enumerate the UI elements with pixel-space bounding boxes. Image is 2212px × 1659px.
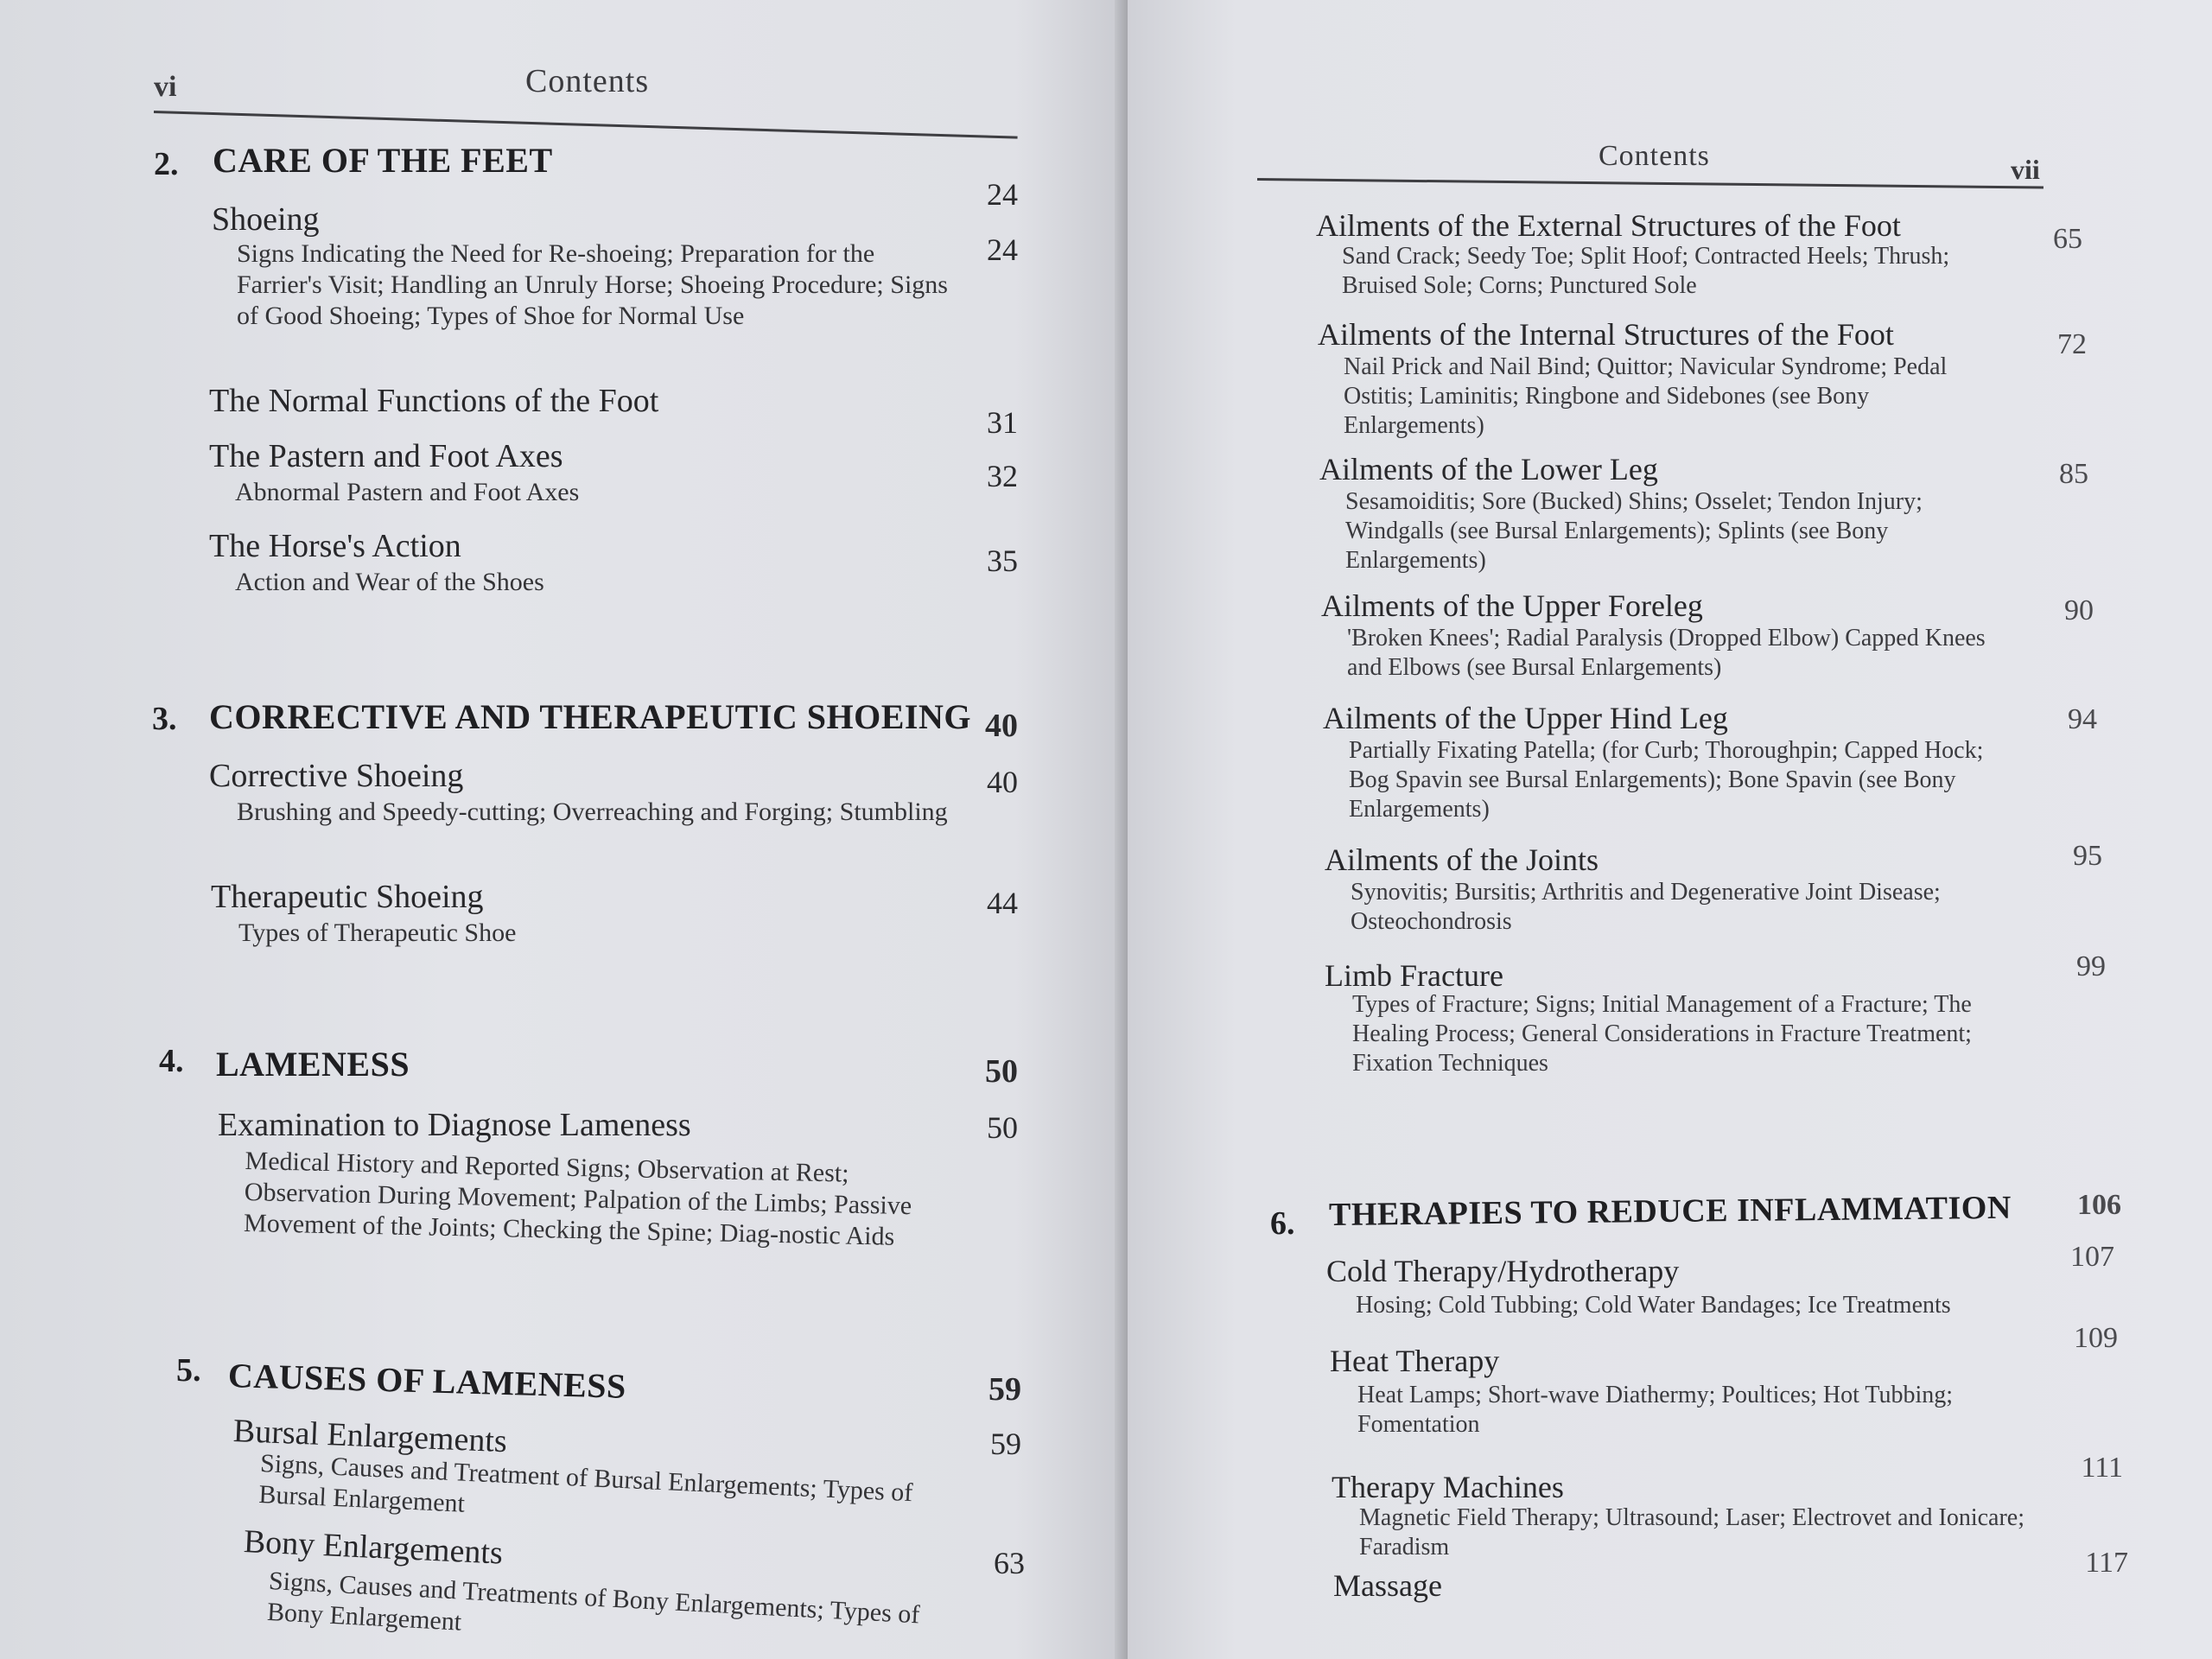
chapter-title: THERAPIES TO REDUCE INFLAMMATION (1328, 1189, 2012, 1233)
section-title: Shoeing (212, 201, 320, 238)
section-details: Heat Lamps; Short-wave Diathermy; Poultices; Hot Tubbing; Fomentation (1357, 1382, 1954, 1438)
section-title: The Normal Functions of the Foot (209, 383, 659, 419)
section-page: 90 (2064, 594, 2094, 626)
section-details: Sesamoiditis; Sore (Bucked) Shins; Osselet; Tendon Injury; Windgalls (see Bursal Enlargements); Splints (see Bony Enlargements) (1345, 488, 1923, 574)
section-page: 117 (2085, 1547, 2128, 1579)
chapter-title: CAUSES OF LAMENESS (227, 1356, 627, 1406)
section-page: 59 (990, 1427, 1021, 1461)
section-details: 'Broken Knees'; Radial Paralysis (Dropped Elbow) Capped Knees and Elbows (see Bursal Enlargements) (1347, 625, 1986, 681)
section-details: Types of Fracture; Signs; Initial Management of a Fracture; The Healing Process; General Considerations in Fracture Treatment; Fixation Techniques (1352, 991, 1972, 1077)
page-folio: vii (2011, 154, 2040, 185)
section-details: Signs, Causes and Treatments of Bony Enlargements; Types of Bony Enlargement (266, 1566, 921, 1637)
section-title: Cold Therapy/Hydrotherapy (1326, 1254, 1680, 1288)
running-head: Contents (525, 63, 650, 99)
section-details: Brushing and Speedy-cutting; Overreaching and Forging; Stumbling (237, 798, 948, 826)
section-title: Ailments of the Upper Hind Leg (1323, 701, 1728, 735)
section-title: Ailments of the External Structures of the Foot (1316, 208, 1901, 243)
chapter-page: 40 (985, 708, 1018, 744)
chapter-number: 5. (176, 1352, 201, 1389)
chapter-page: 59 (988, 1371, 1021, 1408)
section-page: 31 (987, 405, 1018, 440)
section-details: Action and Wear of the Shoes (235, 568, 544, 596)
chapter-number: 3. (152, 701, 177, 737)
section-page: 95 (2073, 840, 2102, 872)
section-page: 72 (2057, 328, 2087, 360)
section-page: 94 (2068, 703, 2097, 735)
section-title: Ailments of the Upper Foreleg (1321, 588, 1703, 623)
section-page: 40 (987, 765, 1018, 799)
section-page: 109 (2074, 1322, 2118, 1354)
page-folio: vi (154, 71, 177, 103)
section-title: Therapy Machines (1332, 1470, 1564, 1504)
section-page: 111 (2081, 1452, 2123, 1484)
section-title: Examination to Diagnose Lameness (218, 1107, 691, 1143)
section-title: The Horse's Action (209, 528, 461, 564)
right-page (1128, 0, 2212, 1659)
chapter-page: 24 (987, 177, 1018, 212)
section-title: Massage (1333, 1568, 1442, 1603)
section-title: The Pastern and Foot Axes (209, 438, 563, 474)
running-head: Contents (1599, 140, 1710, 172)
section-title: Ailments of the Internal Structures of the Foot (1318, 317, 1894, 352)
section-page: 35 (987, 543, 1018, 578)
section-title: Ailments of the Lower Leg (1319, 452, 1658, 486)
section-details: Signs Indicating the Need for Re-shoeing; Preparation for the Farrier's Visit; Handling an Unruly Horse; Shoeing Procedure; Signs of Good Shoeing; Types of Shoe for Normal Use (237, 239, 948, 330)
section-title: Heat Therapy (1330, 1344, 1500, 1378)
section-details: Magnetic Field Therapy; Ultrasound; Laser; Electrovet and Ionicare; Faradism (1359, 1504, 2024, 1560)
header-rule (154, 111, 1018, 139)
section-details: Hosing; Cold Tubbing; Cold Water Bandages; Ice Treatments (1356, 1292, 1951, 1319)
section-details: Medical History and Reported Signs; Observation at Rest; Observation During Movement; Palpation of the Limbs; Passive Movement of the Joints; Checking the Spine; Diag-nostic Aids (243, 1146, 912, 1251)
chapter-number: 2. (154, 146, 179, 182)
section-title: Ailments of the Joints (1325, 842, 1599, 877)
section-title: Therapeutic Shoeing (211, 879, 484, 915)
chapter-number: 6. (1270, 1205, 1295, 1242)
section-page: 65 (2053, 223, 2082, 255)
section-details: Signs, Causes and Treatment of Bursal Enlargements; Types of Bursal Enlargement (257, 1448, 914, 1518)
chapter-title: LAMENESS (216, 1045, 410, 1084)
section-page: 50 (987, 1110, 1018, 1145)
chapter-title: CORRECTIVE AND THERAPEUTIC SHOEING (209, 697, 971, 736)
section-title: Corrective Shoeing (209, 758, 464, 794)
section-page: 63 (994, 1546, 1025, 1580)
section-page: 32 (987, 459, 1018, 493)
section-details: Partially Fixating Patella; (for Curb; Thoroughpin; Capped Hock; Bog Spavin see Bursal Enlargements); Bone Spavin (see Bony Enlargements) (1349, 737, 1984, 823)
section-title: Bony Enlargements (243, 1523, 504, 1572)
chapter-number: 4. (159, 1043, 184, 1079)
section-details: Nail Prick and Nail Bind; Quittor; Navicular Syndrome; Pedal Ostitis; Laminitis; Ringbone and Sidebones (see Bony Enlargements) (1344, 353, 1948, 439)
section-details: Abnormal Pastern and Foot Axes (235, 478, 580, 506)
section-title: Bursal Enlargements (232, 1413, 508, 1460)
section-page: 99 (2076, 950, 2106, 982)
header-rule (1257, 178, 2044, 189)
chapter-page: 106 (2077, 1189, 2121, 1221)
section-details: Synovitis; Bursitis; Arthritis and Degenerative Joint Disease; Osteochondrosis (1351, 879, 1941, 935)
section-details: Types of Therapeutic Shoe (238, 918, 517, 947)
section-details: Sand Crack; Seedy Toe; Split Hoof; Contracted Heels; Thrush; Bruised Sole; Corns; Punctured Sole (1342, 243, 1950, 299)
chapter-title: CARE OF THE FEET (213, 141, 553, 180)
section-page: 85 (2059, 458, 2088, 490)
chapter-page: 50 (985, 1053, 1018, 1090)
section-title: Limb Fracture (1325, 958, 1503, 993)
section-page: 107 (2070, 1241, 2114, 1273)
section-page: 24 (987, 232, 1018, 267)
section-page: 44 (987, 886, 1018, 920)
